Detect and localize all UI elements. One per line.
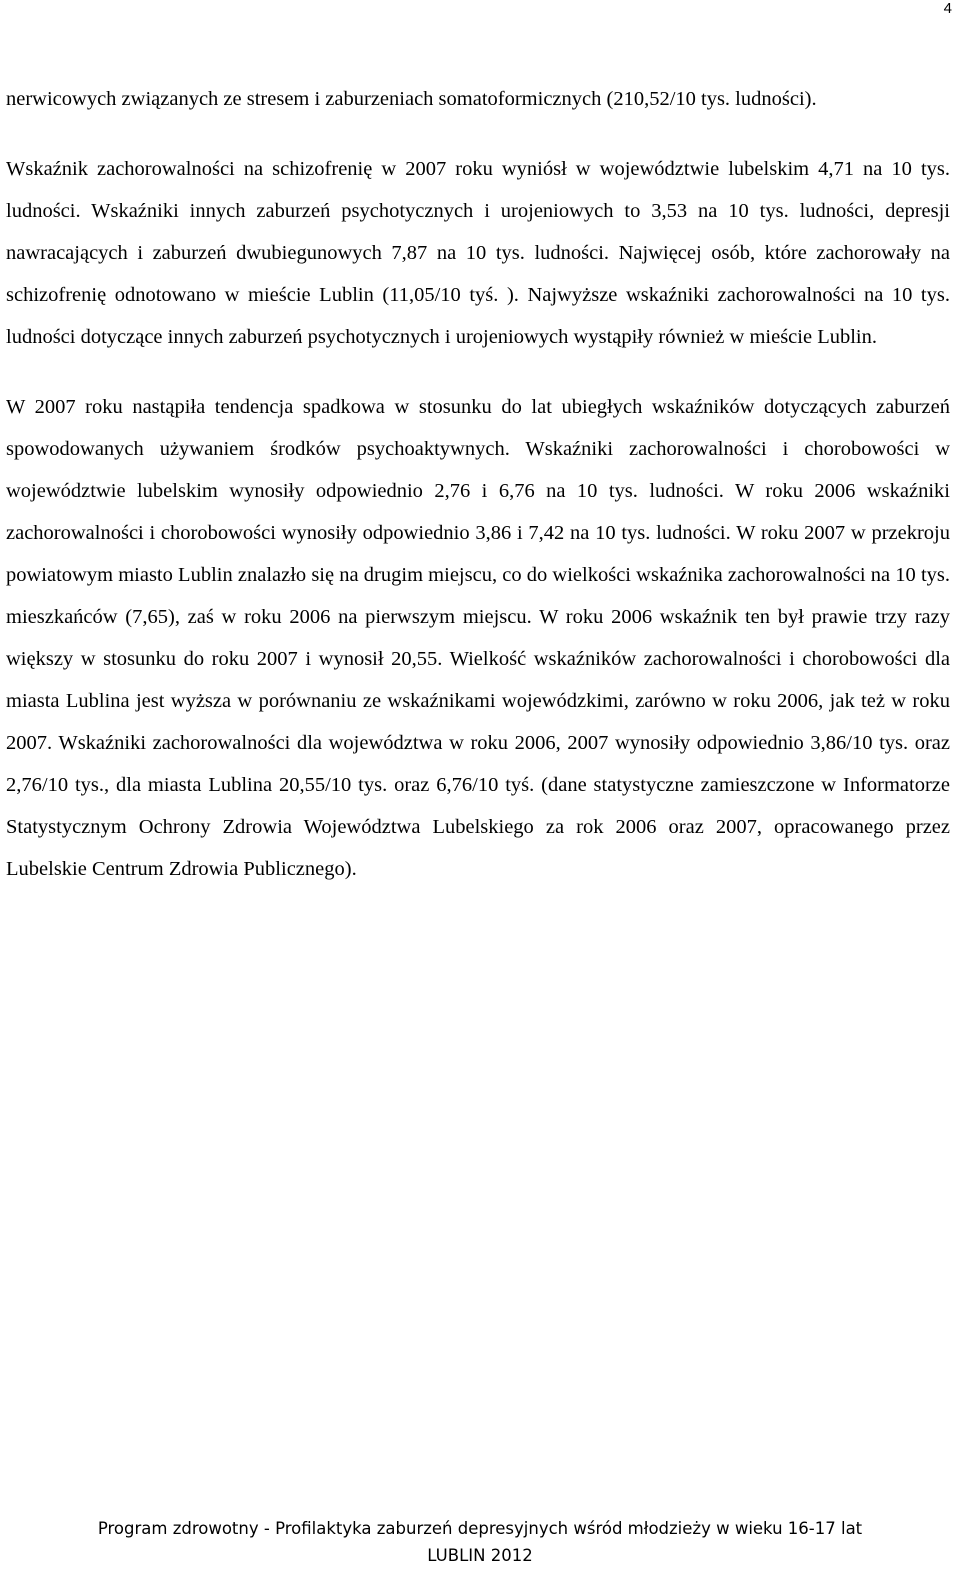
paragraph-3: W 2007 roku nastąpiła tendencja spadkowa w stosunku do lat ubiegłych wskaźników dotyczących zaburzeń spowodowanych używaniem środków psychoaktywnych. Wskaźniki zachorowalności i chorobowości w województwie lubelskim wynosiły odpowiednio 2,76 i 6,76 na 10 tys. ludności. W roku 2006 wskaźniki zachorowalności i chorobowości wynosiły odpowiednio 3,86 i 7,42 na 10 tys. ludności. W roku 2007 w przekroju powiatowym miasto Lublin znalazło się na drugim miejscu, co do wielkości wskaźnika zachorowalności na 10 tys. mieszkańców (7,65), zaś w roku 2006 na pierwszym miejscu. W roku 2006 wskaźnik ten był prawie trzy razy większy w stosunku do roku 2007 i wynosił 20,55. Wielkość wskaźników zachorowalności i chorobowości dla miasta Lublina jest wyższa w porównaniu ze wskaźnikami wojewódzkimi, zarówno w roku 2006, jak też w roku 2007. Wskaźniki zachorowalności dla województwa w roku 2006, 2007 wynosiły odpowiednio 3,86/10 tys. oraz 2,76/10 tys., dla miasta Lublina 20,55/10 tys. oraz 6,76/10 tyś. (dane statystyczne zamieszczone w Informatorze Statystycznym Ochrony Zdrowia Województwa Lubelskiego za rok 2006 oraz 2007, opracowanego przez Lubelskie Centrum Zdrowia Publicznego).: [6, 396, 950, 880]
paragraph-spacer: [6, 120, 950, 148]
paragraph-spacer: [6, 358, 950, 386]
paragraph-1: nerwicowych związanych ze stresem i zaburzeniach somatoformicznych (210,52/10 tys. ludności).: [6, 88, 817, 110]
footer-program-title: Program zdrowotny - Profilaktyka zaburzeń depresyjnych wśród młodzieży w wieku 16-17 lat: [97, 1519, 863, 1538]
document-body: [6, 78, 950, 890]
page-footer: [0, 1515, 960, 1569]
page-number: 4: [943, 0, 952, 17]
paragraph-2: Wskaźnik zachorowalności na schizofrenię w 2007 roku wyniósł w województwie lubelskim 4,71 na 10 tys. ludności. Wskaźniki innych zaburzeń psychotycznych i urojeniowych to 3,53 na 10 tys. ludności, depresji nawracających i zaburzeń dwubiegunowych 7,87 na 10 tys. ludności. Najwięcej osób, które zachorowały na schizofrenię odnotowano w mieście Lublin (11,05/10 tyś. ). Najwyższe wskaźniki zachorowalności na 10 tys. ludności dotyczące innych zaburzeń psychotycznych i urojeniowych wystąpiły również w mieście Lublin.: [6, 158, 950, 348]
footer-place-year: LUBLIN 2012: [427, 1546, 533, 1565]
